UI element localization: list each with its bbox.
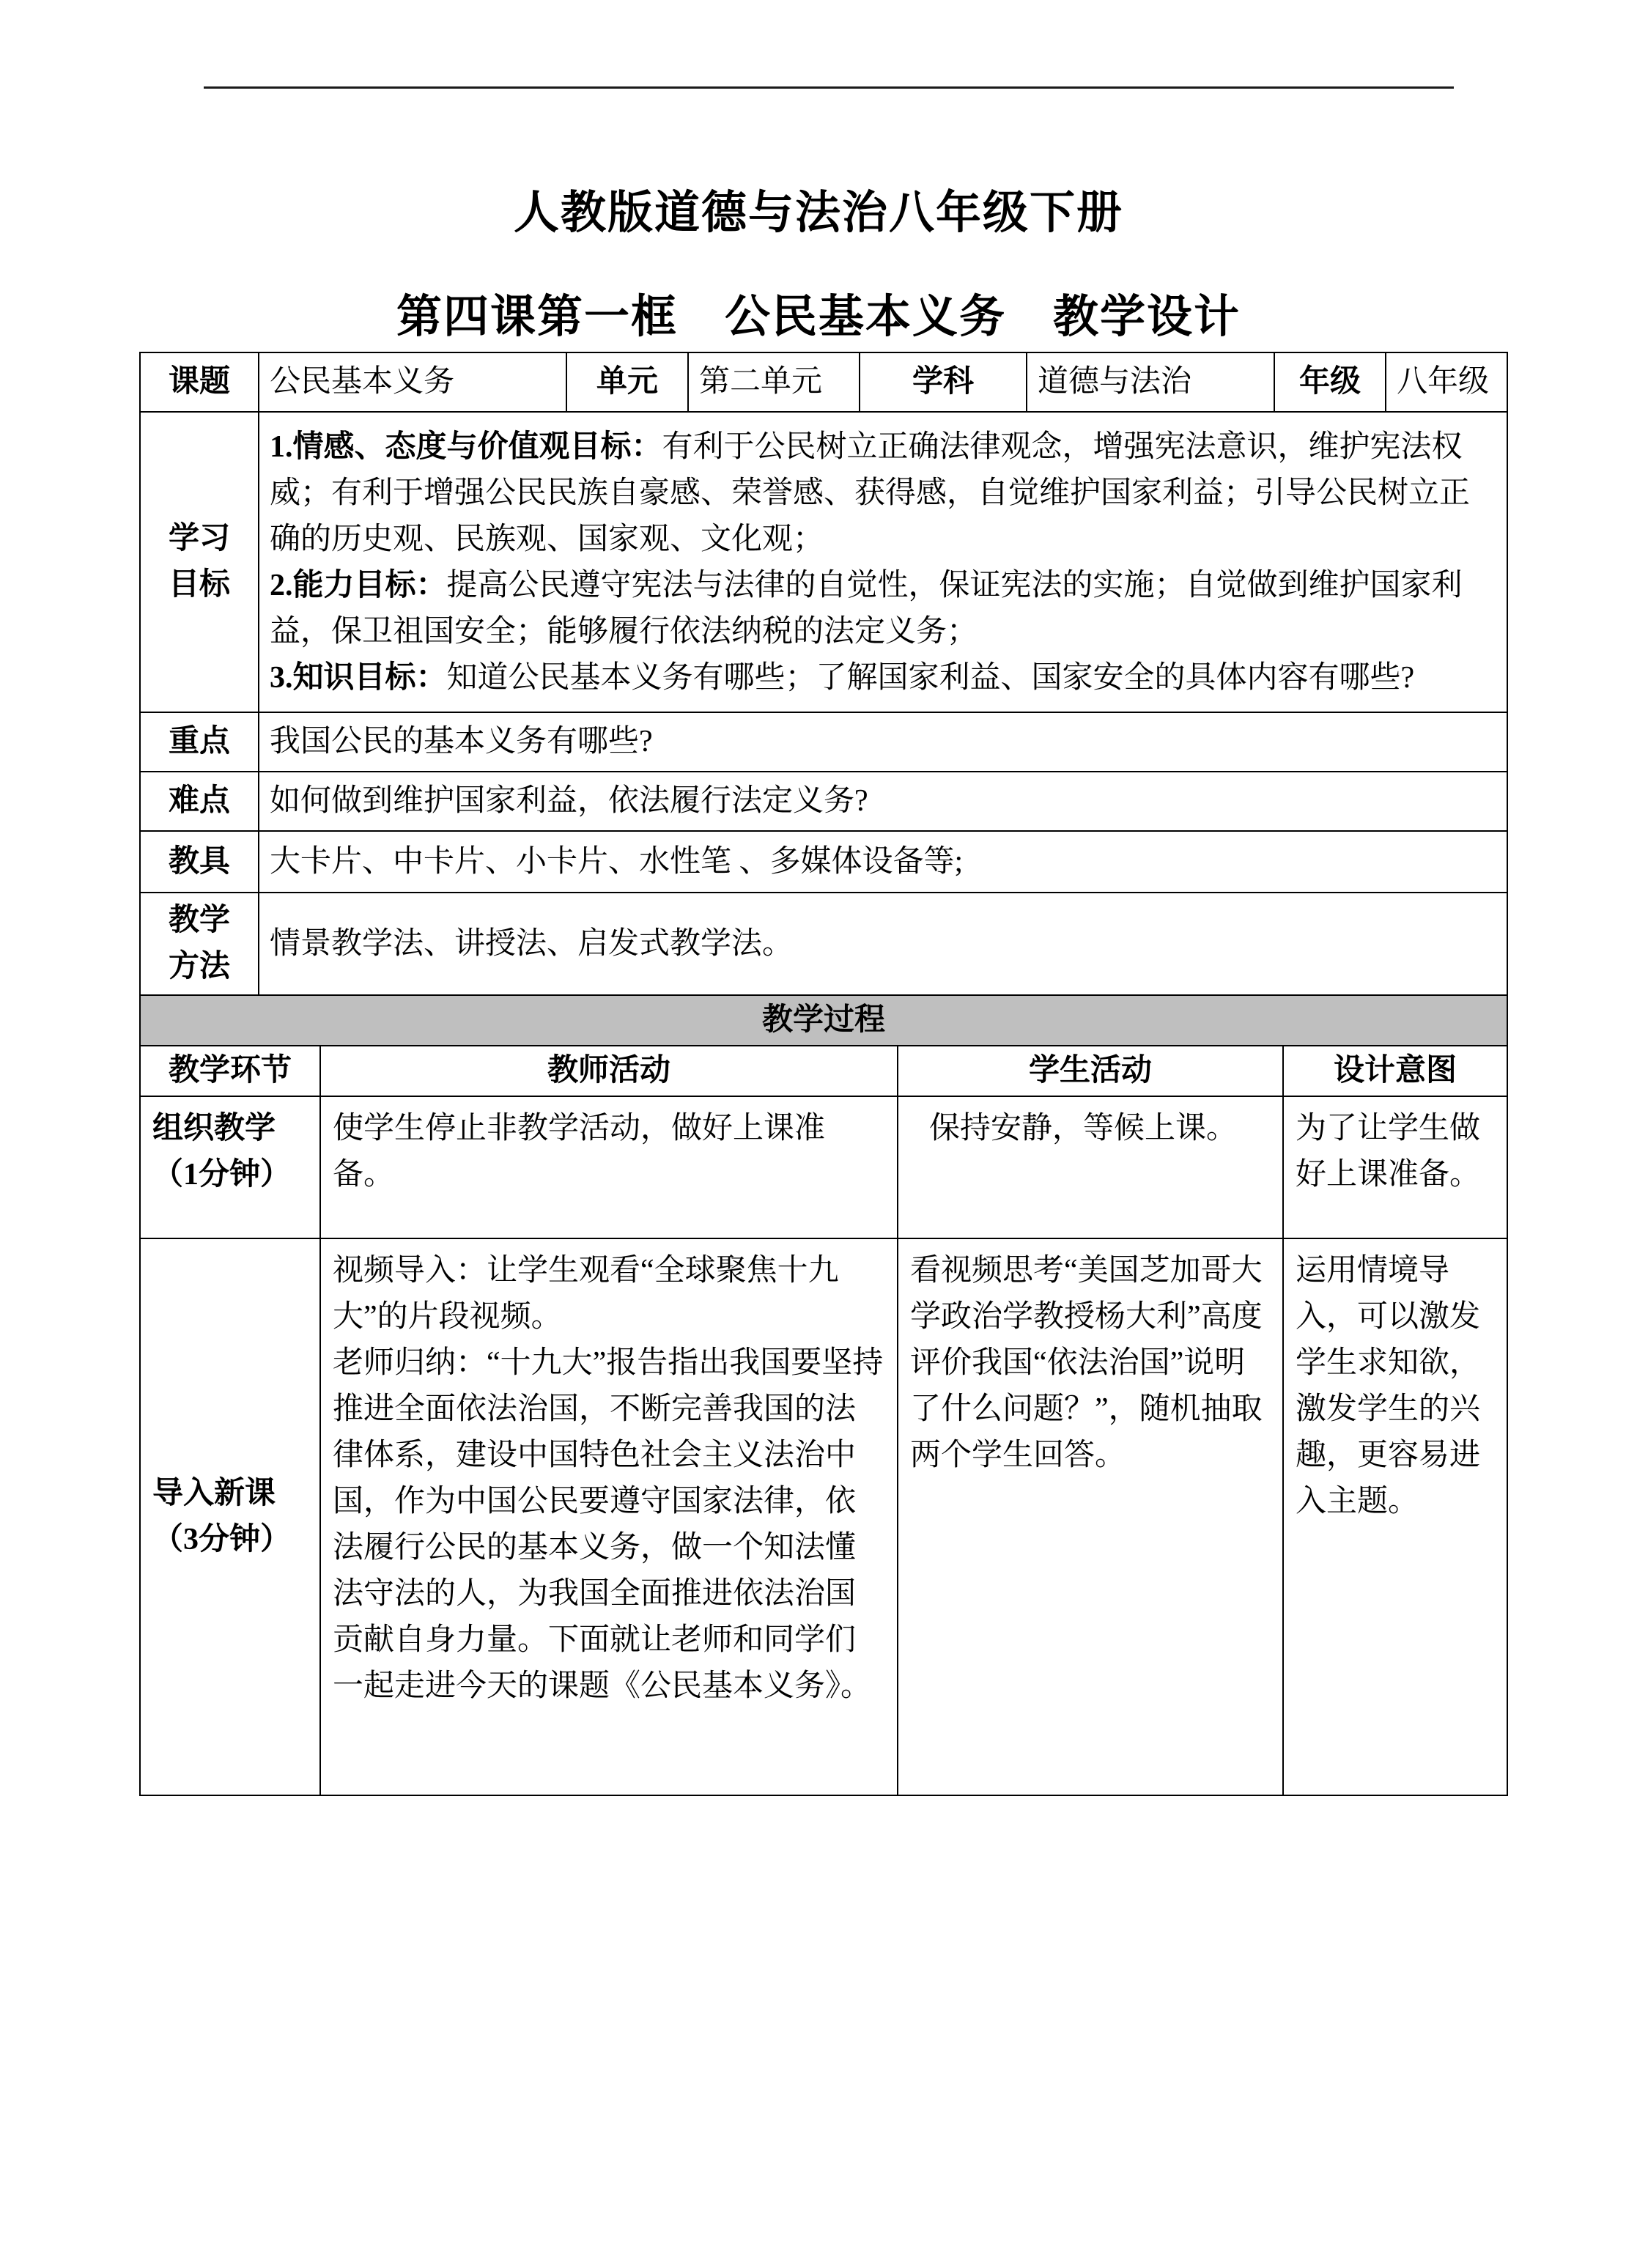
header-teacher-activity: 教师活动 (320, 1046, 898, 1096)
document-title: 人教版道德与法治八年级下册 (513, 188, 1123, 238)
teaching-method-label: 教学方法 (140, 893, 259, 995)
difficulty-value: 如何做到维护国家利益，依法履行法定义务? (259, 772, 1507, 831)
teaching-process-table (139, 994, 1508, 1796)
goal-item-1 (270, 424, 1496, 563)
goal-text-1: 有利于公民树立正确法律观念，增强宪法意识，维护宪法权威；有利于增强公民民族自豪感、荣誉感、获得感，自觉维护国家利益；引导公民树立正确的历史观、民族观、国家观、文化观； (270, 430, 1471, 556)
lesson-plan-tables (139, 352, 1507, 1796)
subject-value: 道德与法治 (1027, 352, 1274, 412)
topic-label: 课题 (140, 352, 259, 412)
difficulty-row (140, 772, 1507, 831)
goal-lead-2: 2.能力目标： (270, 569, 447, 602)
goal-text-3: 知道公民基本义务有哪些；了解国家利益、国家安全的具体内容有哪些? (446, 661, 1415, 695)
teaching-method-value: 情景教学法、讲授法、启发式教学法。 (259, 893, 1507, 995)
goal-lead-3: 3.知识目标： (270, 661, 447, 695)
header-student-activity: 学生活动 (898, 1046, 1283, 1096)
header-stage: 教学环节 (140, 1046, 320, 1096)
teacher-paragraph: 老师归纳：“十九大”报告指出我国要坚持推进全面依法治国，不断完善我国的法律体系，建设中国特色社会主义法治中国，作为中国公民要遵守国家法律，依法履行公民的基本义务，做一个知法懂法守法的人，为我国全面推进依法治国贡献自身力量。下面就让老师和同学们一起走进今天的课题《公民基本义务》。 (333, 1346, 884, 1703)
difficulty-label: 难点 (140, 772, 259, 831)
process-header-row (140, 1046, 1507, 1096)
key-point-value: 我国公民的基本义务有哪些? (259, 712, 1507, 772)
teaching-aids-value: 大卡片、中卡片、小卡片、水性笔 、多媒体设备等; (259, 831, 1507, 893)
key-point-label: 重点 (140, 712, 259, 772)
stage-lead-in (140, 1238, 320, 1795)
teacher-activity-lead-in (320, 1238, 898, 1795)
goals-row (140, 412, 1507, 712)
goal-text-2: 提高公民遵守宪法与法律的自觉性，保证宪法的实施；自觉做到维护国家利益，保卫祖国安全；能够履行依法纳税的法定义务； (270, 569, 1463, 649)
stage-name: 导入新课 (152, 1477, 276, 1510)
subject-label: 学科 (860, 352, 1027, 412)
design-intent-organize: 为了让学生做好上课准备。 (1283, 1096, 1507, 1238)
header-design-intent: 设计意图 (1283, 1046, 1507, 1096)
unit-label: 单元 (566, 352, 688, 412)
process-row-lead-in (140, 1238, 1507, 1795)
stage-organize (140, 1096, 320, 1238)
student-activity-lead-in: 看视频思考“美国芝加哥大学政治学教授杨大利”高度评价我国“依法治国”说明了什么问题？”，随机抽取两个学生回答。 (898, 1238, 1283, 1795)
unit-value: 第二单元 (688, 352, 860, 412)
topic-value: 公民基本义务 (259, 352, 566, 412)
grade-label: 年级 (1274, 352, 1386, 412)
document-subtitle: 第四课第一框 公民基本义务 教学设计 (396, 292, 1241, 342)
goals-content (259, 412, 1507, 712)
goal-item-2 (270, 563, 1496, 655)
teaching-method-row (140, 893, 1507, 995)
goal-lead-1: 1.情感、态度与价值观目标： (270, 430, 662, 464)
process-section-title: 教学过程 (140, 995, 1507, 1046)
stage-name: 组织教学 (152, 1112, 276, 1145)
teacher-activity-organize (320, 1096, 898, 1238)
lesson-info-table (139, 352, 1508, 996)
process-row-organize (140, 1096, 1507, 1238)
teacher-paragraph: 视频导入：让学生观看“全球聚焦十九大”的片段视频。 (333, 1254, 839, 1334)
key-point-row (140, 712, 1507, 772)
goals-label: 学习目标 (140, 412, 259, 712)
stage-time: （3分钟） (152, 1523, 292, 1556)
teacher-paragraph: 使学生停止非教学活动，做好上课准备。 (333, 1112, 826, 1192)
goal-item-3 (270, 655, 1496, 701)
teaching-aids-label: 教具 (140, 831, 259, 893)
teaching-aids-row (140, 831, 1507, 893)
stage-time: （1分钟） (152, 1158, 292, 1192)
meta-row (140, 352, 1507, 412)
header-rule (204, 86, 1454, 89)
student-activity-organize: 保持安静，等候上课。 (898, 1096, 1283, 1238)
design-intent-lead-in: 运用情境导入，可以激发学生求知欲，激发学生的兴趣，更容易进入主题。 (1283, 1238, 1507, 1795)
process-section-row (140, 995, 1507, 1046)
grade-value: 八年级 (1386, 352, 1507, 412)
